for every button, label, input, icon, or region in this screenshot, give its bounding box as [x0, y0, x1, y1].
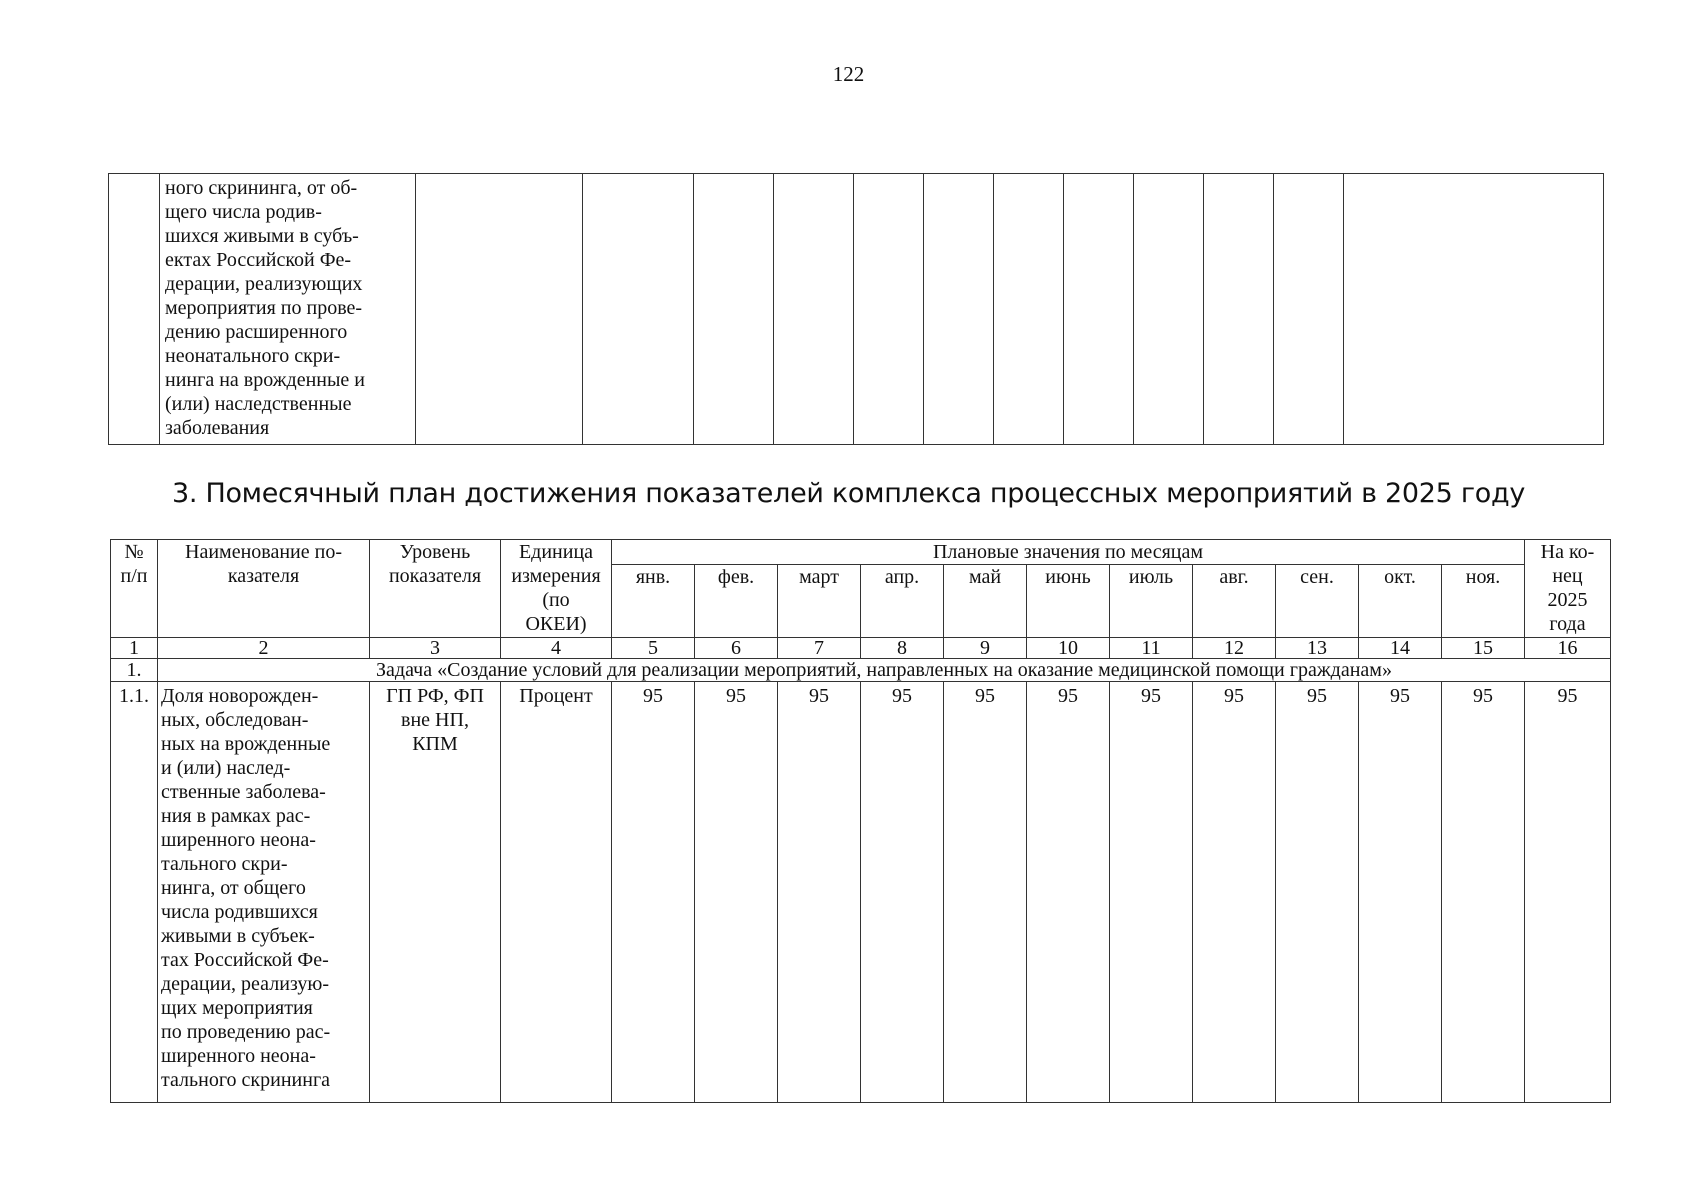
column-number: 1: [111, 638, 158, 659]
row-name-cell: [158, 682, 370, 1103]
continued-indicator-name: ного скрининга, от об- щего числа родив- шихся живыми в субъ- ектах Российской Фе- дерации, реализующих мероприятия по прове- дению расширенного неонатального скри- нинга на врожденные и (или) наследственные заболевания: [165, 177, 366, 439]
task-row: [111, 659, 1611, 682]
continued-empty-cell: [416, 174, 583, 445]
continued-empty-cell: [1134, 174, 1204, 445]
column-number: 16: [1525, 638, 1611, 659]
task-text: Задача «Создание условий для реализации мероприятий, направленных на оказание медицинской помощи гражданам»: [158, 659, 1611, 682]
column-number: 13: [1276, 638, 1359, 659]
row-value: 95: [695, 682, 778, 1103]
row-value: 95: [612, 682, 695, 1103]
row-value: 95: [861, 682, 944, 1103]
header-unit: Единица измерения (по ОКЕИ): [501, 540, 612, 638]
continued-empty-cell: [854, 174, 924, 445]
row-value: 95: [1442, 682, 1525, 1103]
continued-empty-cell: [774, 174, 854, 445]
header-name: Наименование по- казателя: [158, 540, 370, 638]
table-row: [111, 682, 1611, 1103]
header-month: окт.: [1359, 565, 1442, 638]
column-number: 15: [1442, 638, 1525, 659]
column-number: 7: [778, 638, 861, 659]
row-value: 95: [1359, 682, 1442, 1103]
header-month: июнь: [1027, 565, 1110, 638]
row-value: 95: [1276, 682, 1359, 1103]
column-number: 12: [1193, 638, 1276, 659]
column-number: 4: [501, 638, 612, 659]
header-month: март: [778, 565, 861, 638]
column-number: 10: [1027, 638, 1110, 659]
header-level: Уровень показателя: [370, 540, 501, 638]
column-number: 9: [944, 638, 1027, 659]
page-number: 122: [832, 62, 865, 86]
row-level: ГП РФ, ФП вне НП, КПМ: [386, 685, 484, 755]
column-number: 5: [612, 638, 695, 659]
header-end-of-year: На ко- нец 2025 года: [1525, 540, 1611, 638]
continued-empty-cell: [1274, 174, 1344, 445]
continued-table: [108, 173, 1604, 445]
column-number: 3: [370, 638, 501, 659]
continued-name-cell: [160, 174, 416, 445]
continued-empty-cell: [1344, 174, 1604, 445]
row-value: 95: [944, 682, 1027, 1103]
row-value: 95: [1110, 682, 1193, 1103]
column-number: 8: [861, 638, 944, 659]
continued-empty-cell: [994, 174, 1064, 445]
row-num: 1.1.: [111, 682, 158, 1103]
header-num: № п/п: [111, 540, 158, 638]
header-month: фев.: [695, 565, 778, 638]
column-number: 6: [695, 638, 778, 659]
header-month: май: [944, 565, 1027, 638]
header-planned: Плановые значения по месяцам: [612, 540, 1525, 565]
continued-num-cell: [109, 174, 160, 445]
continued-empty-cell: [694, 174, 774, 445]
header-month: июль: [1110, 565, 1193, 638]
task-num: 1.: [111, 659, 158, 682]
row-indicator-name: Доля новорожден- ных, обследован- ных на врожденные и (или) наслед- ственные заболева- ния в рамках рас- ширенного неона- тального скри- нинга, от общего числа родившихся живыми в субъек- тах Российской Фе- дерации, реализую- щих мероприятия по проведению рас- ширенного неона- тального скрининга: [161, 685, 331, 1091]
continued-empty-cell: [1204, 174, 1274, 445]
continued-empty-cell: [1064, 174, 1134, 445]
row-value: 95: [778, 682, 861, 1103]
header-month: авг.: [1193, 565, 1276, 638]
row-level-cell: [370, 682, 501, 1103]
column-number: 14: [1359, 638, 1442, 659]
row-unit: Процент: [501, 682, 612, 1103]
row-value: 95: [1193, 682, 1276, 1103]
header-month: апр.: [861, 565, 944, 638]
continued-table-row: [109, 174, 1604, 445]
row-end-of-year: 95: [1525, 682, 1611, 1103]
header-row: [111, 540, 1611, 565]
section-title: 3. Помесячный план достижения показателей комплекса процессных мероприятий в 2025 году: [172, 478, 1525, 509]
row-value: 95: [1027, 682, 1110, 1103]
continued-empty-cell: [924, 174, 994, 445]
header-month: янв.: [612, 565, 695, 638]
column-number: 11: [1110, 638, 1193, 659]
continued-empty-cell: [583, 174, 694, 445]
column-number: 2: [158, 638, 370, 659]
monthly-plan-table: [110, 539, 1611, 1103]
column-numbers-row: [111, 638, 1611, 659]
header-month: ноя.: [1442, 565, 1525, 638]
header-month: сен.: [1276, 565, 1359, 638]
